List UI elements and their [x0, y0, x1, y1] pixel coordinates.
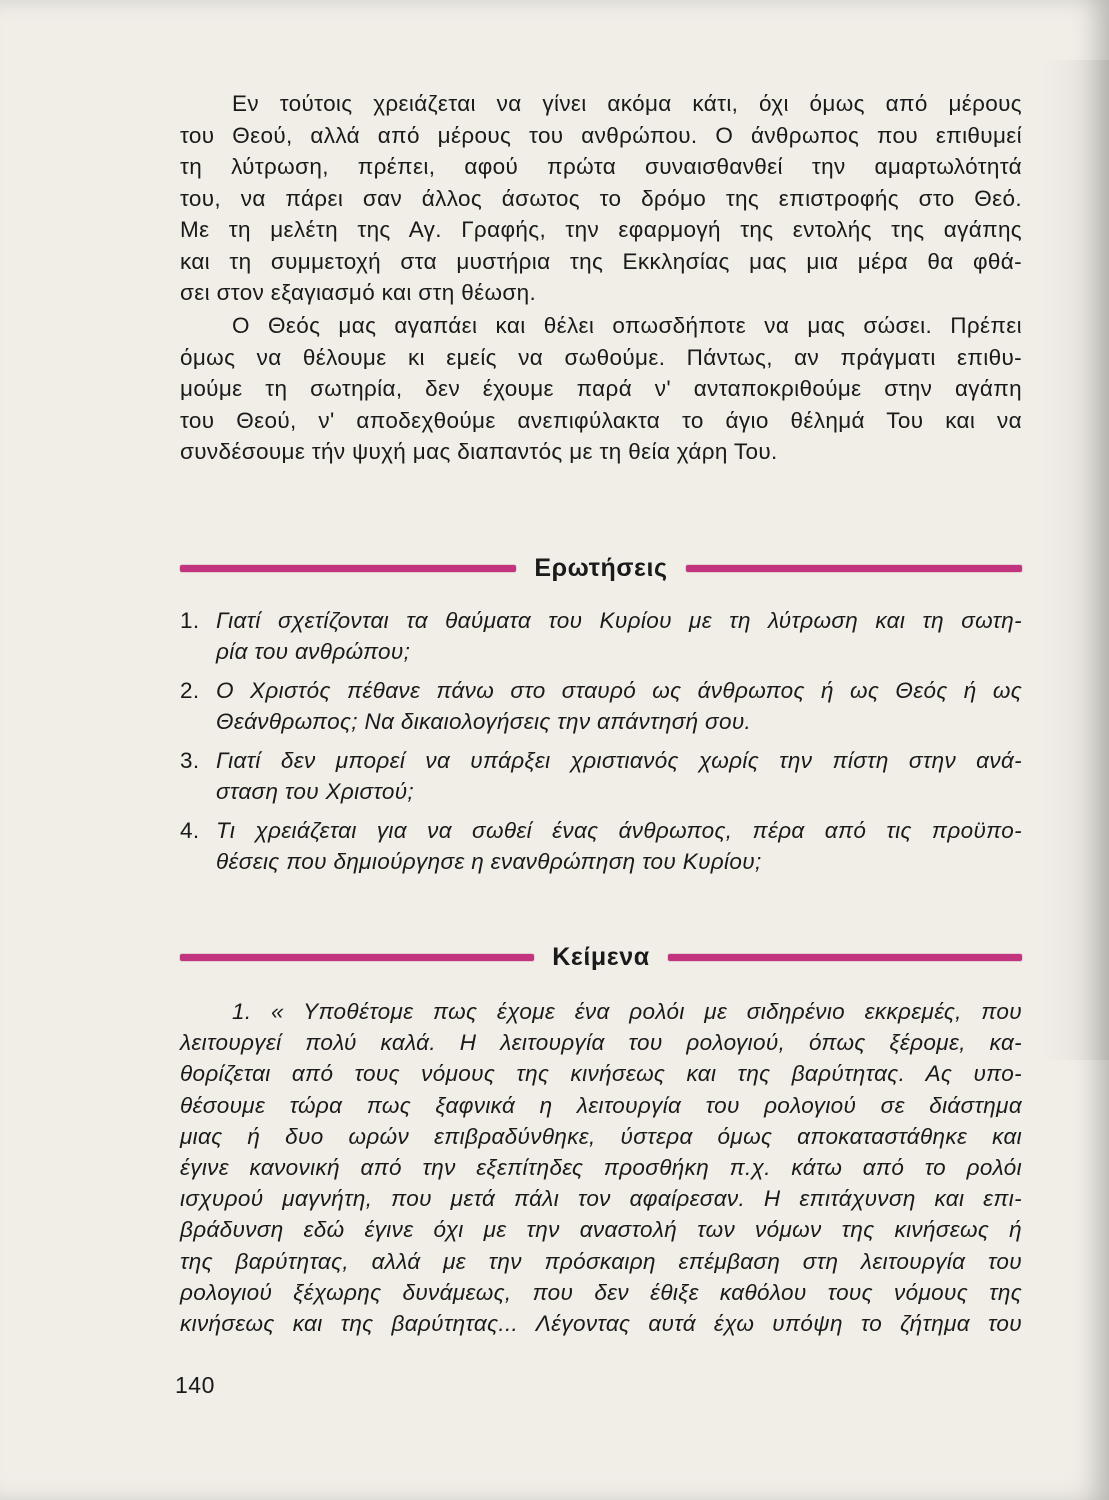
text-line: Εν τούτοις χρειάζεται να γίνει ακόμα κάτι, όχι όμως από μέρους [232, 91, 1022, 116]
text-line: ρολογιού ξέχωρης δυνάμεως, που δεν έθιξε καθόλου τους νόμους της [180, 1279, 1022, 1305]
page-number: 140 [175, 1372, 215, 1398]
text-line: θορίζεται από τους νόμους της κινήσεως και της βαρύτητας. Ας υπο- [180, 1061, 1022, 1087]
question-number: 1. [180, 608, 200, 633]
text-line: βράδυνση εδώ έγινε όχι με την αναστολή των νόμων της κινήσεως ή [180, 1217, 1022, 1243]
question-line: Θεάνθρωπος; Να δικαιολογήσεις την απάντησή σου. [216, 709, 752, 734]
intro-paragraph-2 [180, 310, 1022, 468]
question-line: Γιατί δεν μπορεί να υπάρξει χριστιανός χωρίς την πίστη στην ανά- [216, 748, 1022, 773]
heading-rule-right [686, 565, 1022, 572]
text-line: κινήσεως και της βαρύτητας... Λέγοντας αυτά έχω υπόψη το ζήτημα του [180, 1311, 1022, 1337]
page-edge-shadow [1039, 60, 1109, 1060]
question-number: 3. [180, 748, 200, 773]
text-line: 1. « Υποθέτομε πως έχομε ένα ρολόι με σιδηρένιο εκκρεμές, που [232, 999, 1022, 1024]
question-line: Ο Χριστός πέθανε πάνω στο σταυρό ως άνθρωπος ή ως Θεός ή ως [216, 678, 1022, 703]
question-line: ρία του ανθρώπου; [216, 639, 411, 664]
intro-paragraph-1 [180, 88, 1022, 309]
heading-rule-right [668, 954, 1022, 961]
heading-rule-left [180, 954, 534, 961]
question-item [180, 605, 1022, 667]
text-line: του, να πάρει σαν άλλος άσωτος το δρόμο της επιστροφής στο Θεό. [180, 185, 1022, 211]
text-line: ισχυρού μαγνήτη, που μετά πάλι τον αφαίρεσαν. Η επιτάχυνση και επι- [180, 1186, 1022, 1212]
text-line: μιας ή δυο ωρών επιβραδύνθηκε, ύστερα όμως αποκαταστάθηκε και [180, 1123, 1022, 1149]
question-number: 2. [180, 678, 200, 703]
questions-heading-title: Ερωτήσεις [534, 553, 668, 582]
text-line: όμως να θέλουμε κι εμείς να σωθούμε. Πάντως, αν πράγματι επιθυ- [180, 344, 1022, 370]
heading-rule-left [180, 565, 516, 572]
text-line: θέσουμε τώρα πως ξαφνικά η λειτουργία του ρολογιού σε διάστημα [180, 1092, 1022, 1118]
texts-heading [180, 937, 1022, 977]
text-line: και τη συμμετοχή στα μυστήρια της Εκκλησίας μας μια μέρα θα φθά- [180, 248, 1022, 274]
text-line: τη λύτρωση, πρέπει, αφού πρώτα συναισθανθεί την αμαρτωλότητά [180, 154, 1022, 179]
text-line: της βαρύτητας, αλλά με την πρόσκαιρη επέμβαση στη λειτουργία του [180, 1248, 1022, 1274]
text-line: σει στον εξαγιασμό και στη θέωση. [180, 280, 537, 305]
question-line: Γιατί σχετίζονται τα θαύματα του Κυρίου με τη λύτρωση και τη σωτη- [216, 608, 1022, 633]
text-line: Με τη μελέτη της Αγ. Γραφής, την εφαρμογή της εντολής της αγάπης [180, 217, 1022, 242]
text-line: του Θεού, αλλά από μέρους του ανθρώπου. Ο άνθρωπος που επιθυμεί [180, 122, 1022, 148]
text-line: συνδέσουμε τήν ψυχή μας διαπαντός με τη θεία χάρη Του. [180, 439, 778, 464]
questions-heading [180, 548, 1022, 588]
question-line: θέσεις που δημιούργησε η ενανθρώπηση του Κυρίου; [216, 849, 762, 874]
text-line: Ο Θεός μας αγαπάει και θέλει οπωσδήποτε να μας σώσει. Πρέπει [232, 313, 1022, 338]
text-line: έγινε κανονική από την εξεπίτηδες προσθήκη π.χ. κάτω από το ρολόι [180, 1155, 1022, 1181]
text-line: μούμε τη σωτηρία, δεν έχουμε παρά ν' ανταποκριθούμε στην αγάπη [180, 376, 1022, 401]
questions-list [180, 605, 1022, 885]
question-line: Τι χρειάζεται για να σωθεί ένας άνθρωπος, πέρα από τις προϋπο- [216, 818, 1022, 843]
text-line: λειτουργεί πολύ καλά. Η λειτουργία του ρολογιού, όπως ξέρομε, κα- [180, 1030, 1022, 1056]
question-number: 4. [180, 818, 200, 843]
texts-heading-title: Κείμενα [552, 942, 650, 971]
question-line: σταση του Χριστού; [216, 779, 415, 804]
question-item [180, 675, 1022, 737]
excerpt-text [180, 996, 1022, 1339]
text-line: του Θεού, ν' αποδεχθούμε ανεπιφύλακτα το άγιο θέλημά Του και να [180, 407, 1022, 433]
question-item [180, 745, 1022, 807]
question-item [180, 815, 1022, 877]
